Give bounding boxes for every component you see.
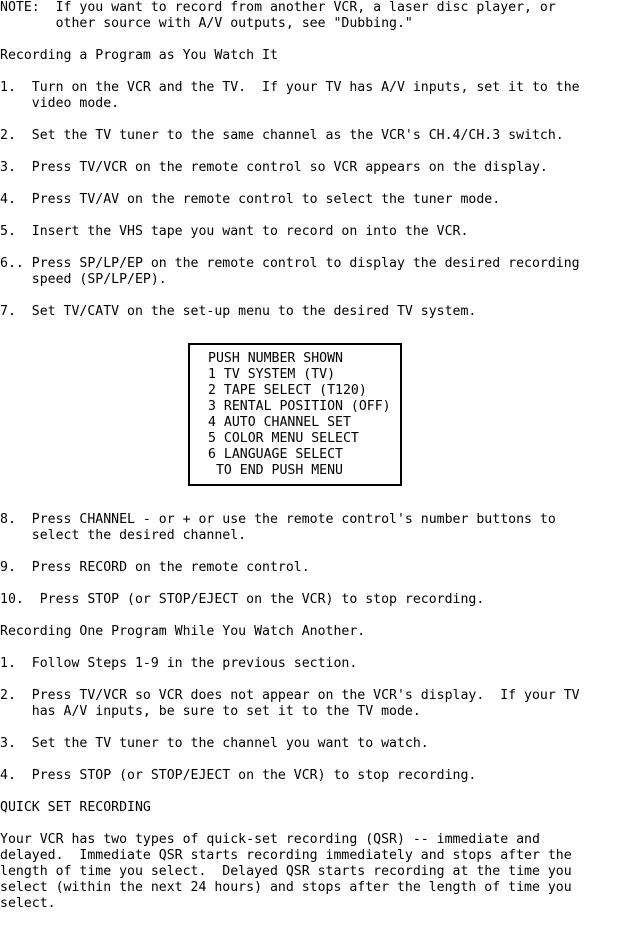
section-heading-quick-set-recording: QUICK SET RECORDING [0,800,151,815]
step-6-line-1: 6.. Press SP/LP/EP on the remote control to display the desired recording [0,256,580,271]
menu-line-rental-position: 3 RENTAL POSITION (OFF) [208,399,391,414]
menu-line-end: TO END PUSH MENU [208,463,343,478]
step-2-2-line-1: 2. Press TV/VCR so VCR does not appear on the VCR's display. If your TV [0,688,580,703]
menu-line-color-menu-select: 5 COLOR MENU SELECT [208,431,359,446]
note-line-2: other source with A/V outputs, see "Dubbing." [0,16,413,31]
step-4: 4. Press TV/AV on the remote control to select the tuner mode. [0,192,501,207]
section-heading-record-while-watching: Recording a Program as You Watch It [0,48,278,63]
step-1-line-2: video mode. [0,96,120,111]
step-7: 7. Set TV/CATV on the set-up menu to the desired TV system. [0,304,477,319]
setup-menu-box [188,343,402,486]
step-2-4: 4. Press STOP (or STOP/EJECT on the VCR) to stop recording. [0,768,477,783]
menu-line-header: PUSH NUMBER SHOWN [208,351,343,366]
step-6-line-2: speed (SP/LP/EP). [0,272,167,287]
step-8-line-2: select the desired channel. [0,528,247,543]
menu-line-tape-select: 2 TAPE SELECT (T120) [208,383,367,398]
menu-line-tv-system: 1 TV SYSTEM (TV) [208,367,336,382]
step-2-3: 3. Set the TV tuner to the channel you want to watch. [0,736,429,751]
step-2: 2. Set the TV tuner to the same channel as the VCR's CH.4/CH.3 switch. [0,128,564,143]
note-line-1: NOTE: If you want to record from another VCR, a laser disc player, or [0,0,556,15]
step-9: 9. Press RECORD on the remote control. [0,560,310,575]
menu-line-auto-channel-set: 4 AUTO CHANNEL SET [208,415,351,430]
qsr-paragraph-line-4: select (within the next 24 hours) and stops after the length of time you [0,880,572,895]
menu-line-language-select: 6 LANGUAGE SELECT [208,447,343,462]
step-2-1: 1. Follow Steps 1-9 in the previous section. [0,656,358,671]
step-3: 3. Press TV/VCR on the remote control so VCR appears on the display. [0,160,548,175]
step-8-line-1: 8. Press CHANNEL - or + or use the remote control's number buttons to [0,512,556,527]
qsr-paragraph-line-2: delayed. Immediate QSR starts recording immediately and stops after the [0,848,572,863]
section-heading-record-while-watching-another: Recording One Program While You Watch Another. [0,624,366,639]
qsr-paragraph-line-5: select. [0,896,56,911]
step-1-line-1: 1. Turn on the VCR and the TV. If your TV has A/V inputs, set it to the [0,80,580,95]
step-5: 5. Insert the VHS tape you want to record on into the VCR. [0,224,469,239]
step-2-2-line-2: has A/V inputs, be sure to set it to the TV mode. [0,704,421,719]
step-10: 10. Press STOP (or STOP/EJECT on the VCR) to stop recording. [0,592,485,607]
qsr-paragraph-line-1: Your VCR has two types of quick-set recording (QSR) -- immediate and [0,832,540,847]
qsr-paragraph-line-3: length of time you select. Delayed QSR starts recording at the time you [0,864,572,879]
